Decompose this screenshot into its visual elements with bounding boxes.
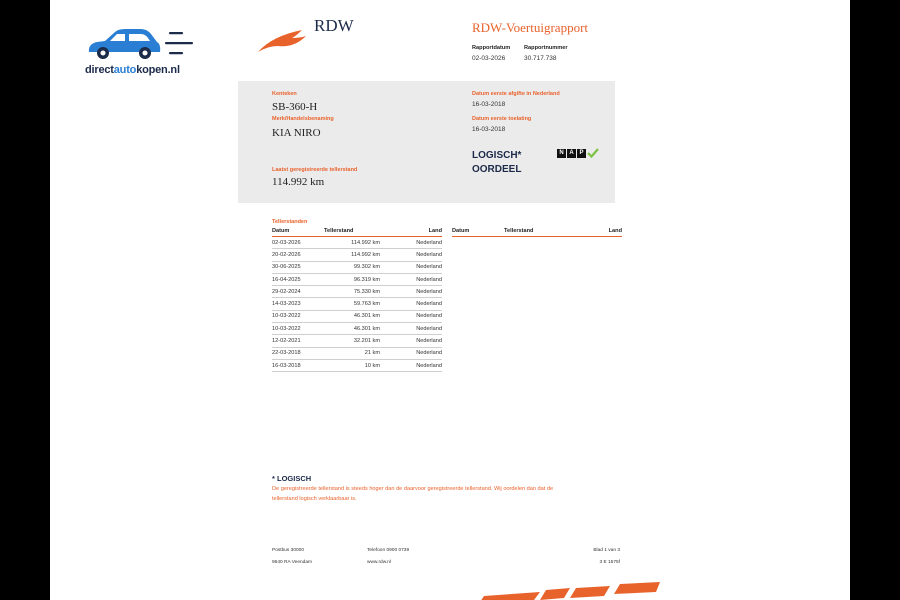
nap-badge [557,148,599,158]
odometer-table-header-right [452,228,622,234]
col-header-country: Land [428,228,442,234]
cell-odometer: 46.301 km [324,310,380,322]
cell-date: 16-03-2018 [272,359,324,371]
nap-letter: N [557,149,566,158]
odometer-table-right [452,228,622,234]
cell-country: Nederland [380,286,442,298]
cell-odometer: 99.302 km [324,261,380,273]
cell-odometer: 96.319 km [324,273,380,285]
table-row [272,286,442,298]
footnote-text-line2: tellerstand logisch verklaarbaar is. [272,496,357,502]
report-page [50,0,850,600]
first-registration-nl-value: 16-03-2018 [472,101,506,108]
odometer-table-body [272,237,442,372]
cell-country: Nederland [380,347,442,359]
cell-date: 10-03-2022 [272,310,324,322]
cell-date: 02-03-2026 [272,237,324,249]
cell-country: Nederland [380,310,442,322]
cell-date: 12-02-2021 [272,335,324,347]
cell-odometer: 114.992 km [324,237,380,249]
table-row [272,359,442,371]
table-row [272,261,442,273]
cell-odometer: 32.201 km [324,335,380,347]
footer-code: 3 E 1575f [599,560,620,565]
plate-value: SB-360-H [272,101,318,113]
dealer-logo[interactable] [85,26,205,81]
nap-letter: P [577,149,586,158]
cell-country: Nederland [380,335,442,347]
cell-odometer: 46.301 km [324,323,380,335]
speed-lines-icon [165,30,197,60]
report-date-label: Rapportdatum [472,45,511,51]
table-row [272,323,442,335]
footer-page-number: Blad 1 van 3 [593,548,620,553]
odometer-section-title: Tellerstanden [272,219,308,225]
footnote-text-line1: De geregistreerde tellerstand is steeds hoger dan de daarvoor geregistreerde tellerstand. Wij oordelen dan dat de [272,486,554,492]
cell-odometer: 59.763 km [324,298,380,310]
footer-address: 9640 RA Veendam [272,560,313,565]
odometer-table-left [272,228,442,372]
table-row [272,237,442,249]
brand-label: Merk/Handelsbenaming [272,116,334,122]
cell-date: 20-02-2026 [272,249,324,261]
cell-date: 16-04-2025 [272,273,324,285]
first-admission-value: 16-03-2018 [472,126,506,133]
verdict-line1: LOGISCH* [472,150,522,161]
last-odometer-label: Laatst geregistreerde tellerstand [272,167,358,173]
footer-phone: Telefoon 0900 0739 [367,548,410,553]
cell-country: Nederland [380,261,442,273]
first-admission-label: Datum eerste toelating [472,116,532,122]
first-registration-nl-label: Datum eerste afgifte in Nederland [472,91,560,97]
col-header-odometer: Tellerstand [324,228,354,234]
report-number-label: Rapportnummer [524,45,568,51]
table-row [272,273,442,285]
footer-postbus: Postbus 30000 [272,548,305,553]
verdict-line2: OORDEEL [472,164,522,175]
cell-odometer: 114.992 km [324,249,380,261]
last-odometer-value: 114.992 km [272,176,325,188]
col-header-odometer: Tellerstand [504,228,534,234]
cell-date: 29-02-2024 [272,286,324,298]
report-number-value: 30.717.738 [524,55,557,62]
cell-country: Nederland [380,298,442,310]
cell-date: 14-03-2023 [272,298,324,310]
cell-country: Nederland [380,273,442,285]
cell-odometer: 10 km [324,359,380,371]
rdw-logo-label: RDW [314,16,354,35]
col-header-date: Datum [272,228,290,234]
dealer-logo-text: directautokopen.nl [85,64,180,76]
odometer-table-header [272,228,442,234]
checkmark-icon [587,148,599,158]
cell-date: 30-06-2025 [272,261,324,273]
col-header-date: Datum [452,228,470,234]
report-date-value: 02-03-2026 [472,55,506,62]
footer-website[interactable]: www.rdw.nl [367,560,391,565]
cell-odometer: 21 km [324,347,380,359]
car-icon [85,26,165,64]
cell-odometer: 75.330 km [324,286,380,298]
cell-date: 22-03-2018 [272,347,324,359]
cell-date: 10-03-2022 [272,323,324,335]
table-row [272,249,442,261]
rdw-stripes-icon [480,582,660,600]
col-header-country: Land [608,228,622,234]
table-row [272,310,442,322]
cell-country: Nederland [380,237,442,249]
cell-country: Nederland [380,359,442,371]
cell-country: Nederland [380,249,442,261]
report-title: RDW-Voertuigrapport [472,20,589,35]
footnote-title: * LOGISCH [272,474,312,483]
table-row [272,335,442,347]
table-row [272,298,442,310]
cell-country: Nederland [380,323,442,335]
rdw-logo-icon [256,26,308,54]
plate-label: Kenteken [272,91,297,97]
brand-value: KIA NIRO [272,127,321,139]
table-row [272,347,442,359]
nap-letter: A [567,149,576,158]
